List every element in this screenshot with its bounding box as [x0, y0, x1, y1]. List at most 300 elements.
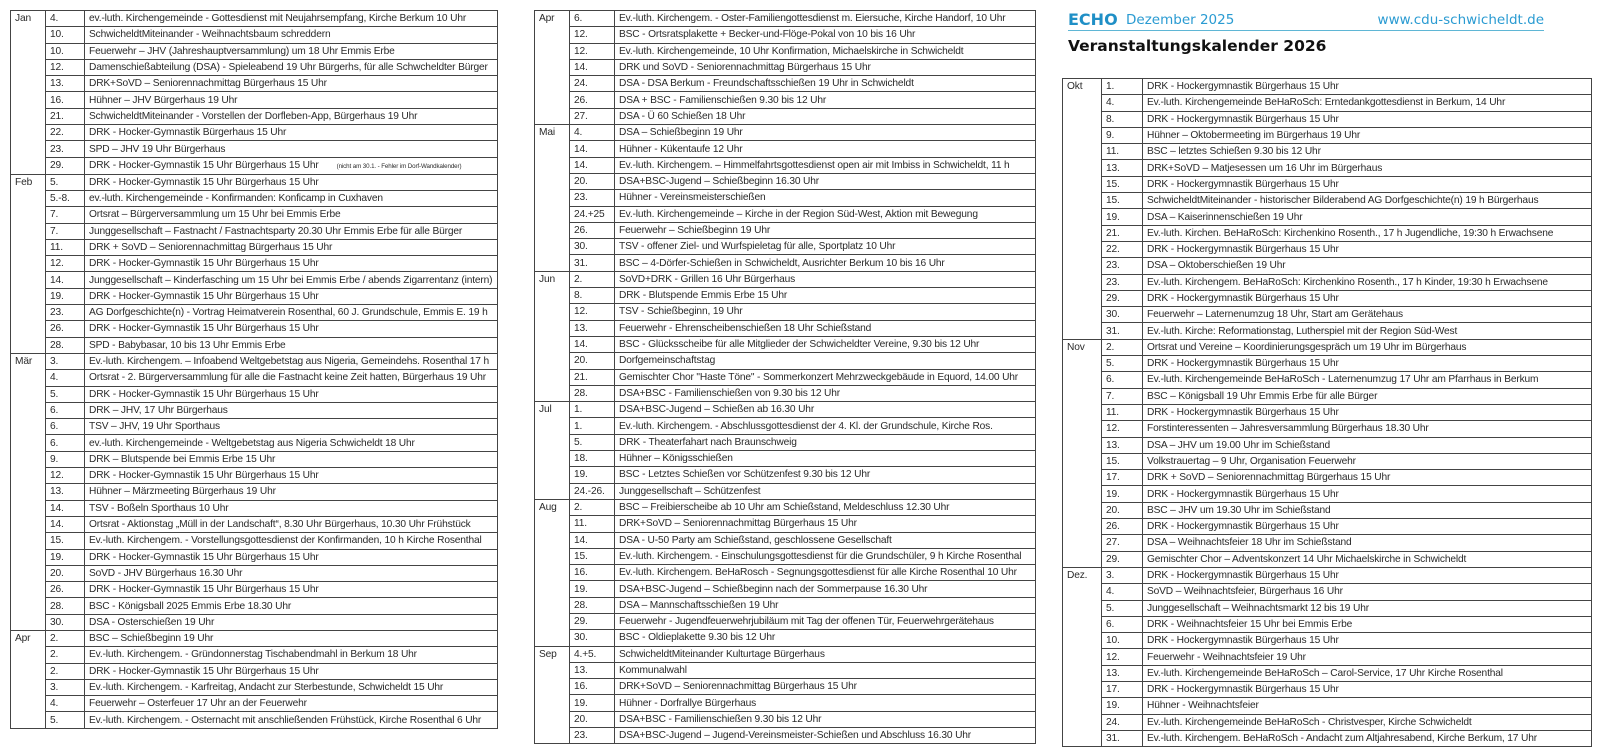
event-description-cell	[615, 141, 1036, 157]
event-description-cell	[615, 434, 1036, 450]
event-description: Ev.-luth. Kirchengemeinde, 10 Uhr Konfirmation, Michaelskirche in Schwicheldt	[619, 45, 964, 57]
event-day: 21.	[1102, 225, 1143, 241]
event-row	[535, 320, 1036, 336]
event-day: 21.	[46, 108, 85, 124]
event-description: DSA – Mannschaftsschießen 19 Uhr	[619, 599, 779, 611]
event-row	[1063, 388, 1592, 404]
event-description-cell	[615, 483, 1036, 499]
calendar-column-2	[534, 10, 1036, 744]
month-label: Jun	[535, 271, 570, 401]
event-description-cell	[1143, 404, 1592, 420]
event-description: TSV - offener Ziel- und Wurfspieletag für alle, Sportplatz 10 Uhr	[619, 241, 896, 253]
page-title: Veranstaltungskalender 2026	[1068, 37, 1327, 55]
event-day: 15.	[1102, 176, 1143, 192]
event-day: 3.	[46, 679, 85, 695]
event-row	[1063, 258, 1592, 274]
event-description: Ev.-luth. Kirchengem. - Einschulungsgottesdienst für die Grundschüler, 9 h Kirche Rosenthal	[619, 550, 1022, 562]
event-day: 28.	[570, 597, 615, 613]
event-description-cell	[85, 663, 498, 679]
event-description: Ev.-luth. Kirchengemeinde – Kirche in der Region Süd-West, Aktion mit Bewegung	[619, 208, 978, 220]
event-description: Ev.-luth. Kirchengem. - Osternacht mit anschließenden Frühstück, Kirche Rosenthal 6 Uhr	[89, 714, 482, 726]
event-description-cell	[85, 157, 498, 174]
event-row	[1063, 453, 1592, 469]
event-row	[11, 402, 498, 418]
event-description: Kommunalwahl	[619, 665, 687, 677]
event-row	[535, 581, 1036, 597]
event-description-cell	[1143, 209, 1592, 225]
event-description: Junggesellschaft – Fastnacht / Fastnachtsparty 20.30 Uhr Emmis Erbe für alle Bürger	[89, 225, 463, 237]
event-description: SoVD - JHV Bürgerhaus 16.30 Uhr	[89, 567, 243, 579]
event-description-cell	[615, 108, 1036, 124]
event-row	[535, 630, 1036, 646]
event-description: ev.-luth. Kirchengemeinde - Gottesdienst mit Neujahrsempfang, Kirche Berkum 10 Uhr	[89, 13, 467, 25]
event-row	[1063, 535, 1592, 551]
event-day: 19.	[46, 549, 85, 565]
event-description: BSC – Königsball 19 Uhr Emmis Erbe für alle Bürger	[1147, 390, 1378, 402]
event-description-cell	[1143, 681, 1592, 697]
website-link[interactable]: www.cdu-schwicheldt.de	[1377, 12, 1544, 28]
event-day: 17.	[1102, 470, 1143, 486]
event-description: Feuerwehr – JHV (Jahreshauptversammlung) um 18 Uhr Emmis Erbe	[89, 45, 395, 57]
event-row	[535, 125, 1036, 141]
event-day: 14.	[46, 500, 85, 516]
event-row	[1063, 79, 1592, 95]
event-day: 14.	[570, 336, 615, 352]
event-description-cell	[615, 385, 1036, 401]
event-description-cell	[1143, 502, 1592, 518]
event-row	[1063, 649, 1592, 665]
event-description: Damenschießabteilung (DSA) - Spieleabend 19 Uhr Bürgerhs, für alle Schwcheldter Bürger	[89, 62, 488, 74]
event-description-cell	[1143, 323, 1592, 339]
event-description: Ev.-luth. Kirchengem. - Gründonnerstag Tischabendmahl in Berkum 18 Uhr	[89, 649, 417, 661]
event-description-cell	[85, 598, 498, 614]
event-day: 4.	[46, 696, 85, 712]
event-day: 5.-8.	[46, 190, 85, 206]
event-day: 15.	[570, 548, 615, 564]
event-day: 30.	[1102, 307, 1143, 323]
event-description: Ortsrat - 2. Bürgerversammlung für alle die Fastnacht keine Zeit hatten, Bürgerhaus 19 Uhr	[89, 372, 487, 384]
event-row	[535, 711, 1036, 727]
event-description: BSC – Freibierscheibe ab 10 Uhr am Schießstand, Meldeschluss 12.30 Uhr	[619, 502, 950, 514]
event-row	[535, 597, 1036, 613]
event-day: 21.	[570, 369, 615, 385]
event-day: 30.	[570, 630, 615, 646]
event-row	[535, 222, 1036, 238]
event-description-cell	[85, 484, 498, 500]
event-day: 6.	[570, 11, 615, 27]
event-description: DRK - Hocker-Gymnastik 15 Uhr Bürgerhaus 15 Uhr	[89, 176, 319, 188]
event-day: 2.	[570, 271, 615, 287]
event-day: 13.	[46, 484, 85, 500]
month-label: Aug	[535, 499, 570, 646]
event-description: BSC – letztes Schießen 9.30 bis 12 Uhr	[1147, 146, 1321, 158]
event-row	[11, 76, 498, 92]
event-description-cell	[85, 435, 498, 451]
event-row	[535, 92, 1036, 108]
event-description: Ortsrat – Bürgerversammlung um 15 Uhr bei Emmis Erbe	[89, 209, 341, 221]
event-description: SoVD – Weihnachtsfeier, Bürgerhaus 16 Uhr	[1147, 586, 1343, 598]
event-description: DSA - Osterschießen 19 Uhr	[89, 616, 215, 628]
event-description-cell	[615, 369, 1036, 385]
event-description: DRK - Hockergymnastik Bürgerhaus 15 Uhr	[1147, 293, 1339, 304]
event-day: 8.	[570, 288, 615, 304]
event-row	[11, 27, 498, 43]
event-day: 13.	[570, 662, 615, 678]
event-description: DRK - Hocker-Gymnastik 15 Uhr Bürgerhaus 15 Uhr	[89, 290, 319, 302]
event-row	[535, 157, 1036, 173]
event-description-cell	[615, 59, 1036, 75]
event-day: 10.	[46, 27, 85, 43]
event-description: Ortsrat und Vereine – Koordinierungsgespräch um 19 Uhr im Bürgerhaus	[1147, 341, 1467, 353]
event-day: 10.	[1102, 633, 1143, 649]
event-row	[535, 516, 1036, 532]
event-row	[11, 256, 498, 272]
event-description: DSA - U-50 Party am Schießstand, geschlossene Gesellschaft	[619, 534, 892, 546]
event-description: BSC – 4-Dörfer-Schießen in Schwicheldt, Ausrichter Berkum 10 bis 16 Uhr	[619, 257, 945, 269]
month-label: Nov	[1063, 339, 1102, 567]
event-description: Hühner – JHV Bürgerhaus 19 Uhr	[89, 94, 238, 106]
event-description: DSA+BSC - Familienschießen 9.30 bis 12 Uhr	[619, 713, 822, 725]
event-row	[1063, 567, 1592, 583]
event-description: Ev.-luth. Kirchengemeinde BeHaRoSch - Laternenumzug 17 Uhr am Pfarrhaus in Berkum	[1147, 374, 1539, 386]
event-description-cell	[85, 125, 498, 141]
event-day: 28.	[46, 337, 85, 353]
event-row	[11, 125, 498, 141]
event-description: Ev.-luth. Kirchengem. – Himmelfahrtsgottesdienst open air mit Imbiss in Schwicheldt, 11 h	[619, 159, 1010, 171]
event-description: DRK - Hockergymnastik Bürgerhaus 15 Uhr	[1147, 684, 1339, 696]
event-description-cell	[85, 468, 498, 484]
event-row	[11, 337, 498, 353]
event-description: DRK - Hockergymnastik Bürgerhaus 15 Uhr	[1147, 178, 1339, 190]
event-row	[11, 386, 498, 402]
event-row	[1063, 356, 1592, 372]
event-description-cell	[85, 223, 498, 239]
event-row	[535, 646, 1036, 662]
event-row	[11, 696, 498, 712]
month-label: Jul	[535, 402, 570, 500]
event-description-cell	[85, 43, 498, 59]
event-day: 9.	[46, 451, 85, 467]
event-day: 3.	[1102, 567, 1143, 583]
event-day: 2.	[570, 499, 615, 515]
event-description: BSC - Glücksscheibe für alle Mitglieder der Schwicheldter Vereine, 9.30 bis 12 Uhr	[619, 339, 980, 351]
events-table	[534, 10, 1036, 744]
event-description-cell	[615, 190, 1036, 206]
event-description: Ev.-luth. Kirchengem. - Vorstellungsgottesdienst der Konfirmanden, 10 h Kirche Rosenthal	[89, 535, 482, 547]
event-description-cell	[615, 255, 1036, 271]
month-label: Okt	[1063, 79, 1102, 340]
event-description-cell	[615, 532, 1036, 548]
event-description-cell	[1143, 633, 1592, 649]
event-row	[1063, 502, 1592, 518]
event-description: TSV – JHV, 19 Uhr Sporthaus	[89, 421, 220, 433]
event-description: DRK+SoVD – Seniorennachmittag Bürgerhaus 15 Uhr	[89, 78, 327, 90]
event-row	[535, 434, 1036, 450]
event-description: Hühner - Kükentaufe 12 Uhr	[619, 143, 743, 155]
event-description: DSA+BSC - Familienschießen von 9.30 bis 12 Uhr	[619, 387, 841, 399]
month-label: Mai	[535, 125, 570, 272]
event-description: Volkstrauertag – 9 Uhr, Organisation Feuerwehr	[1147, 455, 1356, 467]
event-description-cell	[85, 500, 498, 516]
event-row	[1063, 404, 1592, 420]
header-rule	[1068, 8, 1544, 31]
event-row	[535, 76, 1036, 92]
event-row	[11, 630, 498, 646]
event-description-cell	[615, 92, 1036, 108]
month-label: Mär	[11, 353, 46, 630]
event-description: Hühner – Märzmeeting Bürgerhaus 19 Uhr	[89, 486, 276, 498]
event-day: 14.	[46, 516, 85, 532]
event-day: 13.	[1102, 665, 1143, 681]
event-description-cell	[1143, 193, 1592, 209]
event-row	[1063, 486, 1592, 502]
event-row	[11, 353, 498, 369]
event-day: 4.	[46, 370, 85, 386]
event-day: 16.	[46, 92, 85, 108]
event-day: 12.	[46, 468, 85, 484]
event-day: 12.	[1102, 649, 1143, 665]
event-description: Gemischter Chor – Adventskonzert 14 Uhr Michaelskirche in Schwicheldt	[1147, 553, 1467, 565]
event-description-cell	[85, 321, 498, 337]
event-row	[535, 304, 1036, 320]
event-day: 31.	[1102, 730, 1143, 746]
event-day: 20.	[570, 353, 615, 369]
event-description-cell	[615, 402, 1036, 418]
event-description-cell	[615, 353, 1036, 369]
event-description-cell	[1143, 616, 1592, 632]
event-row	[11, 108, 498, 124]
event-description: DSA - DSA Berkum - Freundschaftsschießen 19 Uhr in Schwicheldt	[619, 78, 914, 90]
event-row	[11, 533, 498, 549]
event-row	[1063, 274, 1592, 290]
event-day: 23.	[1102, 258, 1143, 274]
event-day: 12.	[1102, 421, 1143, 437]
event-row	[535, 548, 1036, 564]
event-row	[535, 679, 1036, 695]
event-description-cell	[615, 320, 1036, 336]
event-day: 6.	[1102, 616, 1143, 632]
event-row	[11, 141, 498, 157]
calendar-column-3	[1062, 78, 1592, 747]
event-description-cell	[1143, 421, 1592, 437]
event-description-cell	[615, 271, 1036, 287]
event-description: DRK+SoVD – Seniorennachmittag Bürgerhaus 15 Uhr	[619, 681, 857, 693]
event-day: 11.	[46, 239, 85, 255]
event-row	[1063, 584, 1592, 600]
event-row	[11, 435, 498, 451]
event-day: 14.	[570, 157, 615, 173]
event-description-cell	[1143, 274, 1592, 290]
event-description-cell	[85, 679, 498, 695]
event-row	[11, 484, 498, 500]
event-day: 5.	[570, 434, 615, 450]
event-row	[535, 108, 1036, 124]
event-description: DRK + SoVD – Seniorennachmittag Bürgerhaus 15 Uhr	[89, 242, 333, 253]
event-day: 23.	[570, 728, 615, 744]
month-label: Feb	[11, 174, 46, 353]
event-row	[1063, 730, 1592, 746]
event-description-cell	[615, 711, 1036, 727]
event-description-cell	[85, 614, 498, 630]
event-description: BSC - Königsball 2025 Emmis Erbe 18.30 Uhr	[89, 600, 292, 612]
event-description-cell	[85, 256, 498, 272]
event-day: 26.	[46, 582, 85, 598]
event-row	[535, 467, 1036, 483]
event-row	[1063, 470, 1592, 486]
event-day: 24.-26.	[570, 483, 615, 499]
event-description: DRK - Hocker-Gymnastik Bürgerhaus 15 Uhr	[89, 127, 287, 139]
event-description-cell	[1143, 127, 1592, 143]
event-description-cell	[1143, 649, 1592, 665]
event-day: 26.	[46, 321, 85, 337]
event-description: Dorfgemeinschaftstag	[619, 355, 716, 367]
event-description: BSC - Letztes Schießen vor Schützenfest 9.30 bis 12 Uhr	[619, 469, 871, 481]
event-description-cell	[1143, 551, 1592, 567]
event-day: 15.	[46, 533, 85, 549]
event-description-cell	[1143, 730, 1592, 746]
event-day: 27.	[570, 108, 615, 124]
event-description-cell	[1143, 535, 1592, 551]
event-description-cell	[1143, 519, 1592, 535]
event-description-cell	[85, 565, 498, 581]
event-row	[535, 369, 1036, 385]
event-row	[535, 27, 1036, 43]
event-description: DRK – JHV, 17 Uhr Bürgerhaus	[89, 404, 228, 416]
event-row	[1063, 665, 1592, 681]
event-row	[11, 549, 498, 565]
event-day: 19.	[46, 288, 85, 304]
event-description: DRK - Hocker-Gymnastik 15 Uhr Bürgerhaus 15 Uhr	[89, 551, 319, 563]
event-description-cell	[1143, 567, 1592, 583]
event-description-cell	[1143, 307, 1592, 323]
event-description: DRK - Hockergymnastik Bürgerhaus 15 Uhr	[1147, 407, 1339, 419]
event-description: Ev.-luth. Kirchen. BeHaRoSch: Kirchenkino Rosenth., 17 h Jugendliche, 19:30 h Erwachsene	[1147, 227, 1554, 239]
event-description: Feuerwehr - Weihnachtsfeier 19 Uhr	[1147, 651, 1306, 663]
event-row	[535, 695, 1036, 711]
event-description-cell	[1143, 225, 1592, 241]
event-day: 18.	[570, 451, 615, 467]
event-day: 14.	[570, 141, 615, 157]
month-label: Dez.	[1063, 567, 1102, 746]
event-day: 8.	[1102, 111, 1143, 127]
event-description: Ev.-luth. Kirchengem. BeHaRoSch: Kirchenkino Rosenth., 17 h Kinder, 19:30 h Erwachsene	[1147, 276, 1548, 288]
event-row	[11, 468, 498, 484]
event-day: 19.	[570, 467, 615, 483]
event-description-cell	[615, 499, 1036, 515]
event-description-cell	[1143, 241, 1592, 257]
event-day: 12.	[46, 59, 85, 75]
calendar-column-1	[10, 10, 498, 729]
event-row	[11, 43, 498, 59]
event-row	[1063, 616, 1592, 632]
event-description: Ev.-luth. Kirche: Reformationstag, Lutherspiel mit der Region Süd-West	[1147, 325, 1458, 337]
event-description-cell	[85, 353, 498, 369]
event-description-cell	[85, 370, 498, 386]
event-row	[535, 239, 1036, 255]
event-day: 13.	[46, 76, 85, 92]
event-description-cell	[85, 516, 498, 532]
event-day: 30.	[46, 614, 85, 630]
event-row	[1063, 339, 1592, 355]
event-day: 1.	[570, 418, 615, 434]
event-day: 16.	[570, 565, 615, 581]
event-description: Ev.-luth. Kirchengem. BeHaRosch - Segnungsgottesdienst für alle Kirche Rosenthal 10 Uhr	[619, 567, 1017, 579]
event-row	[535, 662, 1036, 678]
event-day: 7.	[1102, 388, 1143, 404]
event-description-cell	[615, 206, 1036, 222]
event-day: 24.+25	[570, 206, 615, 222]
event-description-cell	[615, 695, 1036, 711]
event-description-cell	[1143, 95, 1592, 111]
event-row	[535, 43, 1036, 59]
event-description: Feuerwehr – Osterfeuer 17 Uhr an der Feuerwehr	[89, 698, 307, 710]
event-row	[11, 663, 498, 679]
event-day: 5.	[1102, 356, 1143, 372]
event-description-cell	[1143, 339, 1592, 355]
event-day: 6.	[46, 419, 85, 435]
event-row	[1063, 176, 1592, 192]
event-row	[11, 11, 498, 27]
event-row	[535, 255, 1036, 271]
event-day: 4.	[570, 125, 615, 141]
event-row	[1063, 290, 1592, 306]
event-description: Junggesellschaft – Schützenfest	[619, 485, 761, 497]
event-day: 5.	[1102, 600, 1143, 616]
event-day: 14.	[570, 532, 615, 548]
event-description-cell	[1143, 453, 1592, 469]
event-day: 19.	[570, 581, 615, 597]
event-row	[11, 614, 498, 630]
event-day: 5.	[46, 712, 85, 728]
event-row	[11, 239, 498, 255]
event-day: 29.	[1102, 551, 1143, 567]
event-row	[535, 385, 1036, 401]
event-description-cell	[615, 304, 1036, 320]
event-description-cell	[615, 548, 1036, 564]
event-description: DSA – Kaiserinnenschießen 19 Uhr	[1147, 211, 1303, 223]
event-day: 28.	[46, 598, 85, 614]
event-description: Hühner – Königsschießen	[619, 453, 733, 465]
event-description: BSC - Ortsratsplakette + Becker-und-Flöge-Pokal von 10 bis 16 Uhr	[619, 29, 916, 41]
event-description-cell	[615, 451, 1036, 467]
event-row	[11, 451, 498, 467]
events-table	[1062, 78, 1592, 747]
event-day: 7.	[46, 223, 85, 239]
event-row	[11, 370, 498, 386]
event-description: BSC – Schießbeginn 19 Uhr	[89, 633, 214, 645]
event-row	[11, 565, 498, 581]
event-description-cell	[85, 108, 498, 124]
event-description-cell	[85, 76, 498, 92]
event-row	[11, 207, 498, 223]
event-row	[535, 288, 1036, 304]
event-day: 15.	[1102, 453, 1143, 469]
event-day: 23.	[570, 190, 615, 206]
event-day: 2.	[46, 663, 85, 679]
event-description: DRK – Blutspende bei Emmis Erbe 15 Uhr	[89, 453, 276, 465]
event-description-cell	[615, 467, 1036, 483]
event-description-cell	[615, 336, 1036, 352]
event-description: DRK - Hocker-Gymnastik 15 Uhr Bürgerhaus 15 Uhr	[89, 470, 319, 482]
month-label: Apr	[11, 630, 46, 728]
event-row	[1063, 307, 1592, 323]
event-description: SchwicheldtMiteinander - Weihnachtsbaum schreddern	[89, 29, 331, 41]
event-description: Feuerwehr – Schießbeginn 19 Uhr	[619, 225, 771, 236]
event-day: 1.	[570, 402, 615, 418]
event-day: 15.	[1102, 193, 1143, 209]
event-description: Hühner - Weihnachtsfeier	[1147, 700, 1259, 712]
event-row	[1063, 681, 1592, 697]
